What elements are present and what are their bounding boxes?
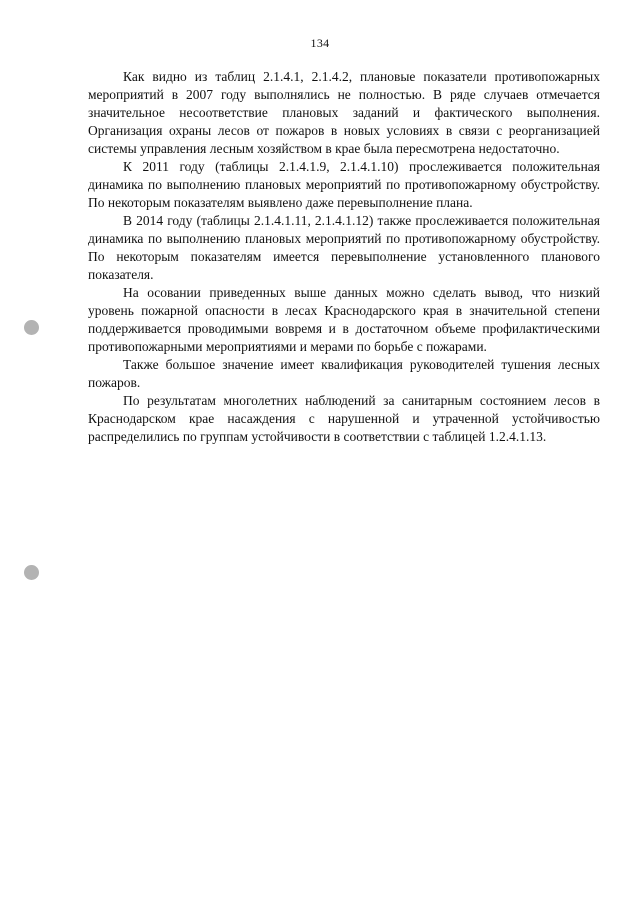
paragraph-3: В 2014 году (таблицы 2.1.4.1.11, 2.1.4.1.12) также прослеживается положительная динамика по выполнению плановых мероприятий по противопожарному обустройству. По некоторым показателям имеется перевыполнение установленного планового показателя. [88, 213, 600, 282]
body-text [88, 68, 600, 446]
paragraph-2: К 2011 году (таблицы 2.1.4.1.9, 2.1.4.1.10) прослеживается положительная динамика по выполнению плановых мероприятий по противопожарному обустройству. По некоторым показателям выявлено даже перевыполнение плана. [88, 159, 600, 210]
paragraph-6: По результатам многолетних наблюдений за санитарным состоянием лесов в Краснодарском крае насаждения с нарушенной и утраченной устойчивостью распределились по группам устойчивости в соответствии с таблицей 1.2.4.1.13. [88, 393, 600, 444]
paragraph-1: Как видно из таблиц 2.1.4.1, 2.1.4.2, плановые показатели противопожарных мероприятий в 2007 году выполнялись не полностью. В ряде случаев отмечается значительное несоответствие плановых заданий и фактического выполнения. Организация охраны лесов от пожаров в новых условиях в связи с реорганизацией системы управления лесным хозяйством в крае была пересмотрена недостаточно. [88, 69, 600, 156]
punch-hole-icon [24, 320, 39, 335]
punch-hole-icon [24, 565, 39, 580]
paragraph-4: На осовании приведенных выше данных можно сделать вывод, что низкий уровень пожарной опасности в лесах Краснодарского края в значительной степени поддерживается проводимыми вовремя и в достаточном объеме профилактическими противопожарными мероприятиями и мерами по борьбе с пожарами. [88, 285, 600, 354]
page-number: 134 [310, 36, 330, 50]
paragraph-5: Также большое значение имеет квалификация руководителей тушения лесных пожаров. [88, 357, 600, 390]
